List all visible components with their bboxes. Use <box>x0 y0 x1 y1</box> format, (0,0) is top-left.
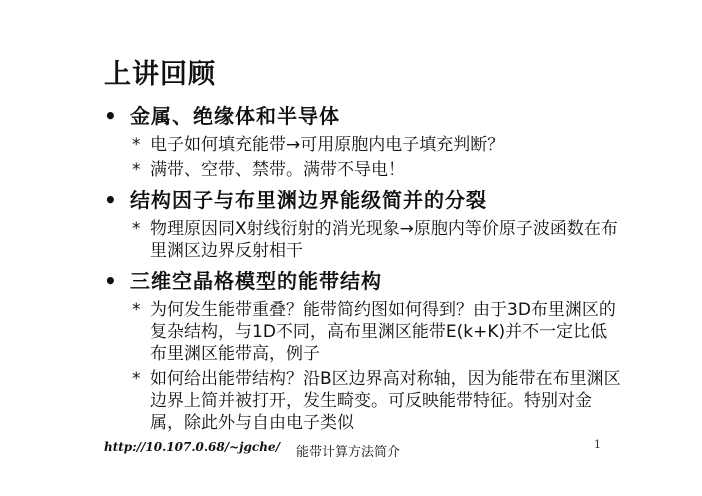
bullet-dot: • <box>104 269 118 293</box>
bullet-item <box>104 100 624 132</box>
sub-bullet-text: 电子如何填充能带→可用原胞内电子填充判断？ <box>150 135 505 155</box>
bullet-dot: • <box>104 188 118 212</box>
sub-bullet-text: 如何给出能带结构？沿B区边界高对称轴，因为能带在布里渊区边界上简并被打开，发生畸变。可反映能带特征。特别对金属，除此外与自由电子类似 <box>150 369 621 433</box>
sub-bullet-star: * <box>132 369 141 389</box>
sub-bullet-star: * <box>132 219 141 239</box>
bullet-text: 三维空晶格模型的能带结构 <box>130 269 382 293</box>
sub-bullet-item <box>104 218 624 262</box>
slide-content <box>104 100 624 437</box>
sub-bullet-text: 满带、空带、禁带。满带不导电！ <box>150 160 405 180</box>
page-number: 1 <box>594 438 601 451</box>
sub-bullet-text: 为何发生能带重叠？能带简约图如何得到？由于3D布里渊区的复杂结构，与1D不同，高布里渊区能带E(k+K)并不一定比低布里渊区能带高，例子 <box>150 300 616 364</box>
sub-bullet-item <box>104 134 624 156</box>
footer-url: http://10.107.0.68/~jgche/ <box>104 440 280 454</box>
sub-bullet-item <box>104 299 624 365</box>
footer-title: 能带计算方法简介 <box>296 445 401 460</box>
sub-bullet-item <box>104 159 624 181</box>
sub-bullet-star: * <box>132 300 141 320</box>
bullet-dot: • <box>104 104 118 128</box>
bullet-item <box>104 184 624 216</box>
sub-bullet-text: 物理原因同X射线衍射的消光现象→原胞内等价原子波函数在布里渊区边界反射相干 <box>150 219 618 261</box>
sub-bullet-star: * <box>132 160 141 180</box>
bullet-item <box>104 265 624 297</box>
sub-bullet-item <box>104 368 624 434</box>
bullet-text: 金属、绝缘体和半导体 <box>130 104 340 128</box>
slide-title: 上讲回顾 <box>104 59 216 90</box>
bullet-text: 结构因子与布里渊边界能级简并的分裂 <box>130 188 487 212</box>
sub-bullet-star: * <box>132 135 141 155</box>
